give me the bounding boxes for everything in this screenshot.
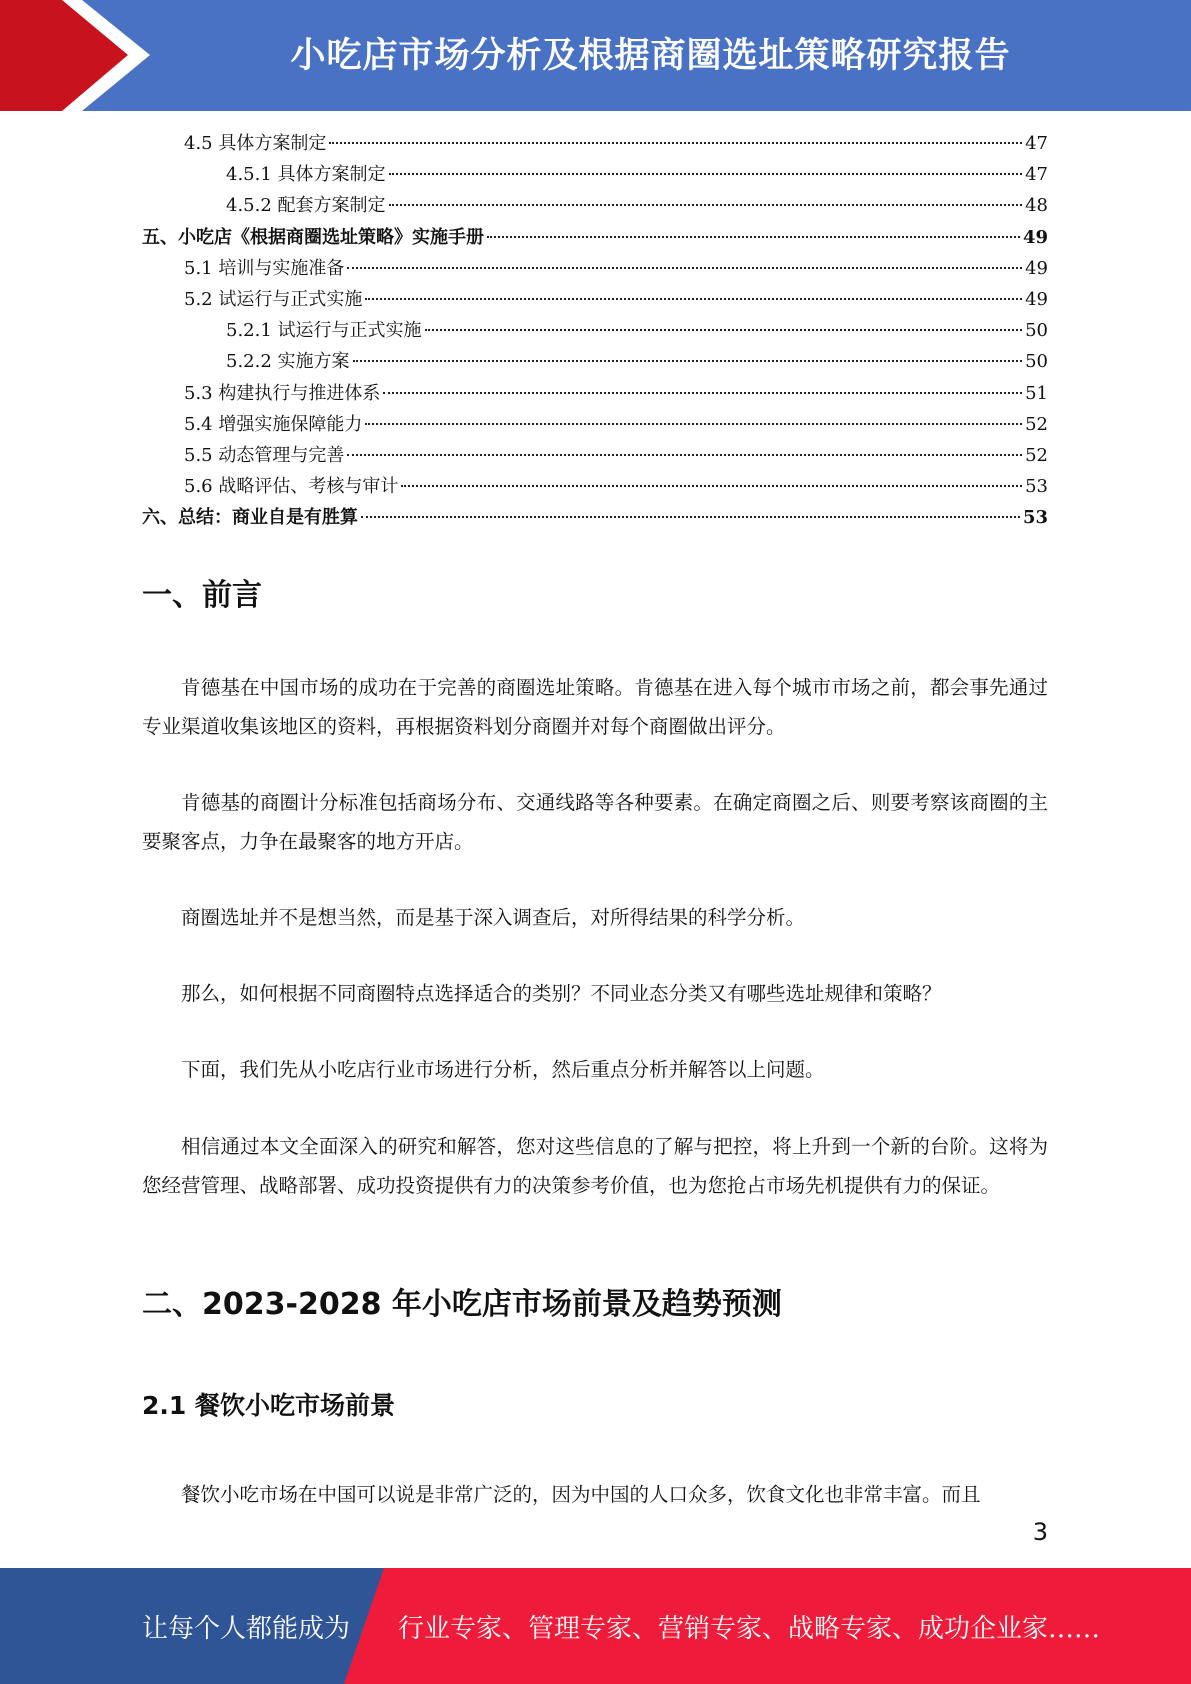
toc-leader bbox=[401, 485, 1022, 487]
toc-page: 53 bbox=[1022, 507, 1048, 529]
toc-label: 六、总结：商业自是有胜算 bbox=[142, 507, 358, 529]
toc-page: 49 bbox=[1022, 226, 1048, 248]
toc-page: 50 bbox=[1025, 320, 1048, 342]
toc-page: 52 bbox=[1025, 413, 1048, 435]
toc-item[interactable] bbox=[142, 471, 1048, 502]
toc-leader bbox=[383, 392, 1022, 394]
toc-page: 47 bbox=[1025, 164, 1048, 186]
toc-leader bbox=[487, 236, 1020, 238]
report-title: 小吃店市场分析及根据商圈选址策略研究报告 bbox=[290, 35, 1011, 76]
toc-item[interactable] bbox=[142, 190, 1048, 221]
heading-section-2-1: 2.1 餐饮小吃市场前景 bbox=[142, 1391, 395, 1420]
toc-leader bbox=[347, 267, 1022, 269]
paragraph: 商圈选址并不是想当然，而是基于深入调查后，对所得结果的科学分析。 bbox=[181, 906, 806, 929]
toc-leader bbox=[425, 329, 1023, 331]
toc-page: 51 bbox=[1025, 382, 1048, 404]
page-header bbox=[0, 0, 1191, 111]
heading-chapter-2: 二、2023-2028 年小吃店市场前景及趋势预测 bbox=[142, 1287, 782, 1322]
toc-leader bbox=[361, 516, 1020, 518]
paragraph: 那么，如何根据不同商圈特点选择适合的类别？不同业态分类又有哪些选址规律和策略？ bbox=[181, 982, 942, 1005]
footer-slogan-right: 行业专家、管理专家、营销专家、战略专家、成功企业家…… bbox=[398, 1613, 1101, 1644]
paragraph: 肯德基的商圈计分标准包括商场分布、交通线路等各种要素。在确定商圈之后、则要考察该商圈的主要聚客点，力争在最聚客的地方开店。 bbox=[142, 791, 1048, 853]
toc-label: 5.1 培训与实施准备 bbox=[184, 257, 345, 279]
toc-page: 50 bbox=[1025, 351, 1048, 373]
toc-item[interactable] bbox=[142, 378, 1048, 409]
toc-page: 47 bbox=[1025, 133, 1048, 154]
toc-label: 4.5 具体方案制定 bbox=[184, 133, 327, 154]
heading-preface: 一、前言 bbox=[142, 578, 262, 613]
toc-item[interactable] bbox=[142, 284, 1048, 315]
toc-label: 5.5 动态管理与完善 bbox=[184, 444, 345, 466]
toc-label: 5.2.2 实施方案 bbox=[226, 351, 350, 373]
toc-leader bbox=[365, 298, 1022, 300]
table-of-contents bbox=[142, 128, 1048, 533]
paragraph: 相信通过本文全面深入的研究和解答，您对这些信息的了解与把控，将上升到一个新的台阶。这将为您经营管理、战略部署、成功投资提供有力的决策参考价值，也为您抢占市场先机提供有力的保证。 bbox=[142, 1135, 1048, 1197]
toc-item[interactable] bbox=[142, 128, 1048, 159]
toc-label: 5.6 战略评估、考核与审计 bbox=[184, 476, 399, 498]
toc-leader bbox=[353, 360, 1023, 362]
toc-label: 4.5.2 配套方案制定 bbox=[226, 195, 386, 217]
toc-label: 5.3 构建执行与推进体系 bbox=[184, 382, 381, 404]
toc-label: 5.2 试运行与正式实施 bbox=[184, 288, 363, 310]
toc-label: 五、小吃店《根据商圈选址策略》实施手册 bbox=[142, 226, 484, 248]
toc-page: 48 bbox=[1025, 195, 1048, 217]
page-footer bbox=[0, 1568, 1191, 1684]
toc-page: 49 bbox=[1025, 288, 1048, 310]
toc-item[interactable] bbox=[142, 346, 1048, 377]
toc-page: 49 bbox=[1025, 257, 1048, 279]
toc-leader bbox=[329, 142, 1022, 144]
toc-label: 4.5.1 具体方案制定 bbox=[226, 164, 386, 186]
toc-leader bbox=[389, 204, 1023, 206]
toc-page: 52 bbox=[1025, 444, 1048, 466]
paragraph: 肯德基在中国市场的成功在于完善的商圈选址策略。肯德基在进入每个城市市场之前，都会事先通过专业渠道收集该地区的资料，再根据资料划分商圈并对每个商圈做出评分。 bbox=[142, 676, 1048, 738]
toc-item[interactable] bbox=[142, 409, 1048, 440]
toc-label: 5.2.1 试运行与正式实施 bbox=[226, 320, 422, 342]
footer-slogan-left: 让每个人都能成为 bbox=[142, 1613, 351, 1644]
toc-item[interactable] bbox=[142, 315, 1048, 346]
toc-label: 5.4 增强实施保障能力 bbox=[184, 413, 363, 435]
toc-item[interactable] bbox=[142, 159, 1048, 190]
toc-leader bbox=[347, 454, 1022, 456]
toc-leader bbox=[365, 423, 1022, 425]
toc-page: 53 bbox=[1025, 476, 1048, 498]
paragraph: 餐饮小吃市场在中国可以说是非常广泛的，因为中国的人口众多，饮食文化也非常丰富。而且 bbox=[181, 1483, 981, 1506]
header-arrow-decoration bbox=[0, 0, 150, 111]
toc-leader bbox=[389, 173, 1023, 175]
toc-item[interactable] bbox=[142, 440, 1048, 471]
toc-item[interactable] bbox=[142, 253, 1048, 284]
toc-item[interactable] bbox=[142, 222, 1048, 253]
paragraph: 下面，我们先从小吃店行业市场进行分析，然后重点分析并解答以上问题。 bbox=[181, 1058, 825, 1081]
toc-item[interactable] bbox=[142, 502, 1048, 533]
page-number: 3 bbox=[1032, 1518, 1048, 1546]
